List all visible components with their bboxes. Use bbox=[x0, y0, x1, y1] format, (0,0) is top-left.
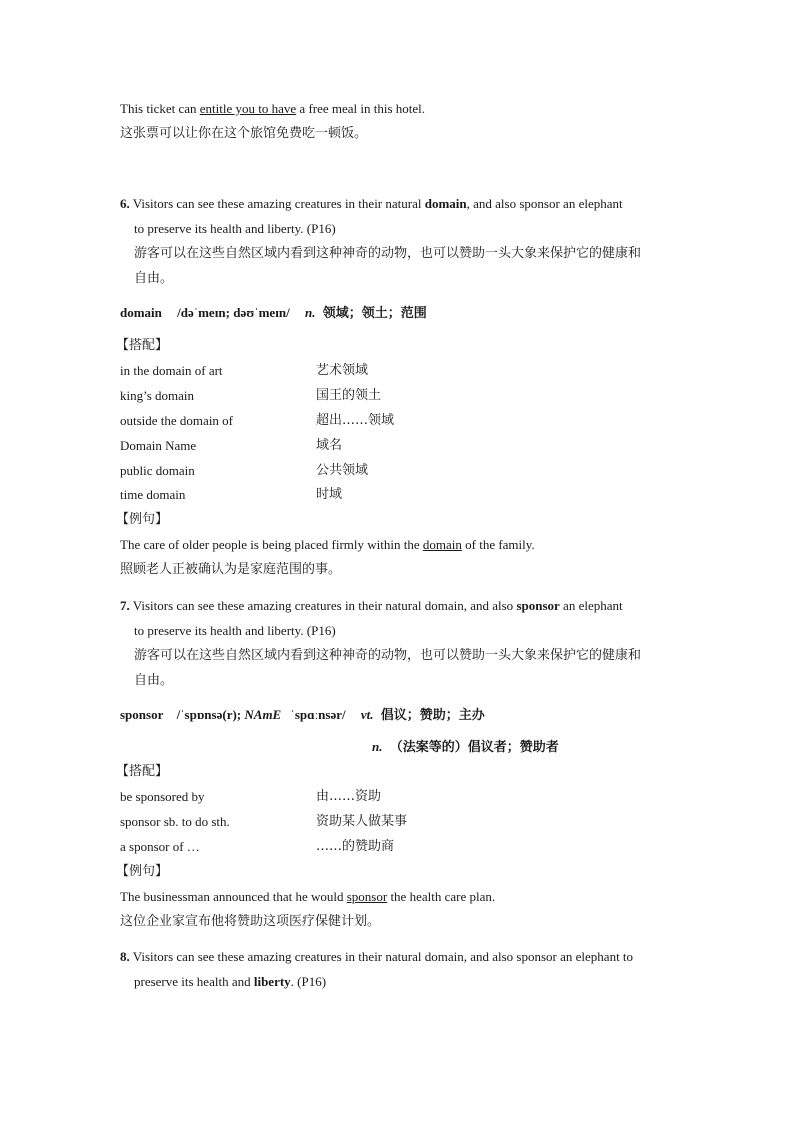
item8-sentence-line1: Visitors can see these amazing creatures in their natural domain, and also sponsor an elephant to bbox=[129, 949, 634, 964]
collocation-cn: 由……资助 bbox=[316, 789, 382, 804]
collocation-en: public domain bbox=[120, 463, 195, 478]
item6-translation-line1: 游客可以在这些自然区域内看到这种神奇的动物，也可以赞助一头大象来保护它的健康和 bbox=[134, 246, 642, 261]
item6-headword: domain bbox=[120, 305, 162, 320]
list-item bbox=[120, 362, 223, 380]
list-item bbox=[120, 462, 195, 480]
collocation-cn: 资助某人做某事 bbox=[316, 814, 408, 829]
collocation-en: sponsor sb. to do sth. bbox=[120, 814, 230, 829]
item6-pos: n. bbox=[305, 305, 316, 320]
item7-headword-entry bbox=[120, 706, 485, 725]
item6-collocations-header: 【搭配】 bbox=[116, 338, 169, 353]
collocation-en: time domain bbox=[120, 487, 186, 502]
item7-meaning-n: （法案等的）倡议者；赞助者 bbox=[389, 740, 559, 755]
item6-keyword: domain bbox=[424, 196, 467, 211]
item6-example-after: of the family. bbox=[461, 537, 535, 552]
item8-sentence-line2-after: . (P16) bbox=[290, 974, 327, 989]
item7-example-translation: 这位企业家宣布他将赞助这项医疗保健计划。 bbox=[120, 914, 381, 929]
item6-example-translation: 照顾老人正被确认为是家庭范围的事。 bbox=[120, 562, 342, 577]
collocation-en: be sponsored by bbox=[120, 789, 205, 804]
item7-example-underlined: sponsor bbox=[346, 889, 388, 904]
item6-sentence-after: , and also sponsor an elephant bbox=[466, 196, 623, 211]
collocation-cn: 域名 bbox=[316, 438, 343, 453]
list-item bbox=[120, 838, 200, 856]
item8-number: 8. bbox=[120, 949, 130, 964]
item7-number: 7. bbox=[120, 598, 130, 613]
intro-example bbox=[120, 100, 425, 118]
item7-pos-n: n. bbox=[372, 739, 383, 754]
intro-example-after: a free meal in this hotel. bbox=[296, 101, 426, 116]
collocation-cn: ……的赞助商 bbox=[316, 839, 395, 854]
item7-translation-line1: 游客可以在这些自然区域内看到这种神奇的动物，也可以赞助一头大象来保护它的健康和 bbox=[134, 648, 642, 663]
item6-sentence-line2: to preserve its health and liberty. (P16) bbox=[134, 221, 336, 236]
item7-meaning-vt: 倡议；赞助；主办 bbox=[380, 708, 485, 723]
collocation-cn: 时域 bbox=[316, 487, 343, 502]
item7-noun-entry bbox=[372, 738, 559, 757]
item8-sentence-line2 bbox=[134, 973, 326, 991]
item7-pos-vt: vt. bbox=[360, 707, 374, 722]
item7-sentence-line2: to preserve its health and liberty. (P16) bbox=[134, 623, 336, 638]
list-item bbox=[120, 813, 230, 831]
list-item bbox=[120, 788, 205, 806]
item7-headword: sponsor bbox=[120, 707, 164, 722]
list-item bbox=[120, 387, 194, 405]
collocation-cn: 超出……领域 bbox=[316, 413, 395, 428]
item7-sentence-after: an elephant bbox=[559, 598, 623, 613]
collocation-cn: 国王的领土 bbox=[316, 388, 382, 403]
item7-region: NAmE bbox=[244, 707, 282, 722]
list-item bbox=[120, 437, 196, 455]
list-item bbox=[120, 486, 185, 504]
item7-collocations-header: 【搭配】 bbox=[116, 764, 169, 779]
intro-translation: 这张票可以让你在这个旅馆免费吃一顿饭。 bbox=[120, 126, 368, 141]
item6-examples-header: 【例句】 bbox=[116, 512, 169, 527]
intro-example-underlined: entitle you to have bbox=[199, 101, 297, 116]
collocation-en: in the domain of art bbox=[120, 363, 223, 378]
item7-keyword: sponsor bbox=[516, 598, 560, 613]
item7-example-after: the health care plan. bbox=[387, 889, 496, 904]
item6-meaning: 领域；领土；范围 bbox=[322, 306, 427, 321]
item6-example-before: The care of older people is being placed firmly within the bbox=[120, 537, 423, 552]
item8-keyword: liberty bbox=[253, 974, 291, 989]
item6-phonetic: /dəˈmeɪn; dəʊˈmeɪn/ bbox=[177, 305, 290, 320]
item7-phonetic-am: ˈspɑːnsər/ bbox=[290, 707, 346, 722]
item7-sentence-before: Visitors can see these amazing creatures in their natural domain, and also bbox=[129, 598, 517, 613]
item6-sentence-before: Visitors can see these amazing creatures in their natural bbox=[129, 196, 425, 211]
collocation-en: king’s domain bbox=[120, 388, 195, 403]
item6-sentence bbox=[120, 195, 623, 213]
item6-number: 6. bbox=[120, 196, 130, 211]
collocation-cn: 公共领域 bbox=[316, 463, 369, 478]
collocation-en: Domain Name bbox=[120, 438, 197, 453]
item6-translation-line2: 自由。 bbox=[134, 271, 174, 286]
item8-sentence-line2-before: preserve its health and bbox=[134, 974, 254, 989]
item7-example-before: The businessman announced that he would bbox=[120, 889, 347, 904]
collocation-en: a sponsor of … bbox=[120, 839, 200, 854]
item7-phonetic-br: /ˈspɒnsə(r); bbox=[176, 707, 242, 722]
item7-translation-line2: 自由。 bbox=[134, 673, 174, 688]
collocation-cn: 艺术领域 bbox=[316, 363, 369, 378]
item6-example-underlined: domain bbox=[422, 537, 462, 552]
item8-sentence bbox=[120, 948, 633, 966]
list-item bbox=[120, 412, 233, 430]
collocation-en: outside the domain of bbox=[120, 413, 234, 428]
item7-examples-header: 【例句】 bbox=[116, 864, 169, 879]
item7-example bbox=[120, 888, 495, 906]
item6-example bbox=[120, 536, 535, 554]
item7-sentence bbox=[120, 597, 623, 615]
item6-headword-entry bbox=[120, 304, 427, 323]
intro-example-before: This ticket can bbox=[120, 101, 200, 116]
